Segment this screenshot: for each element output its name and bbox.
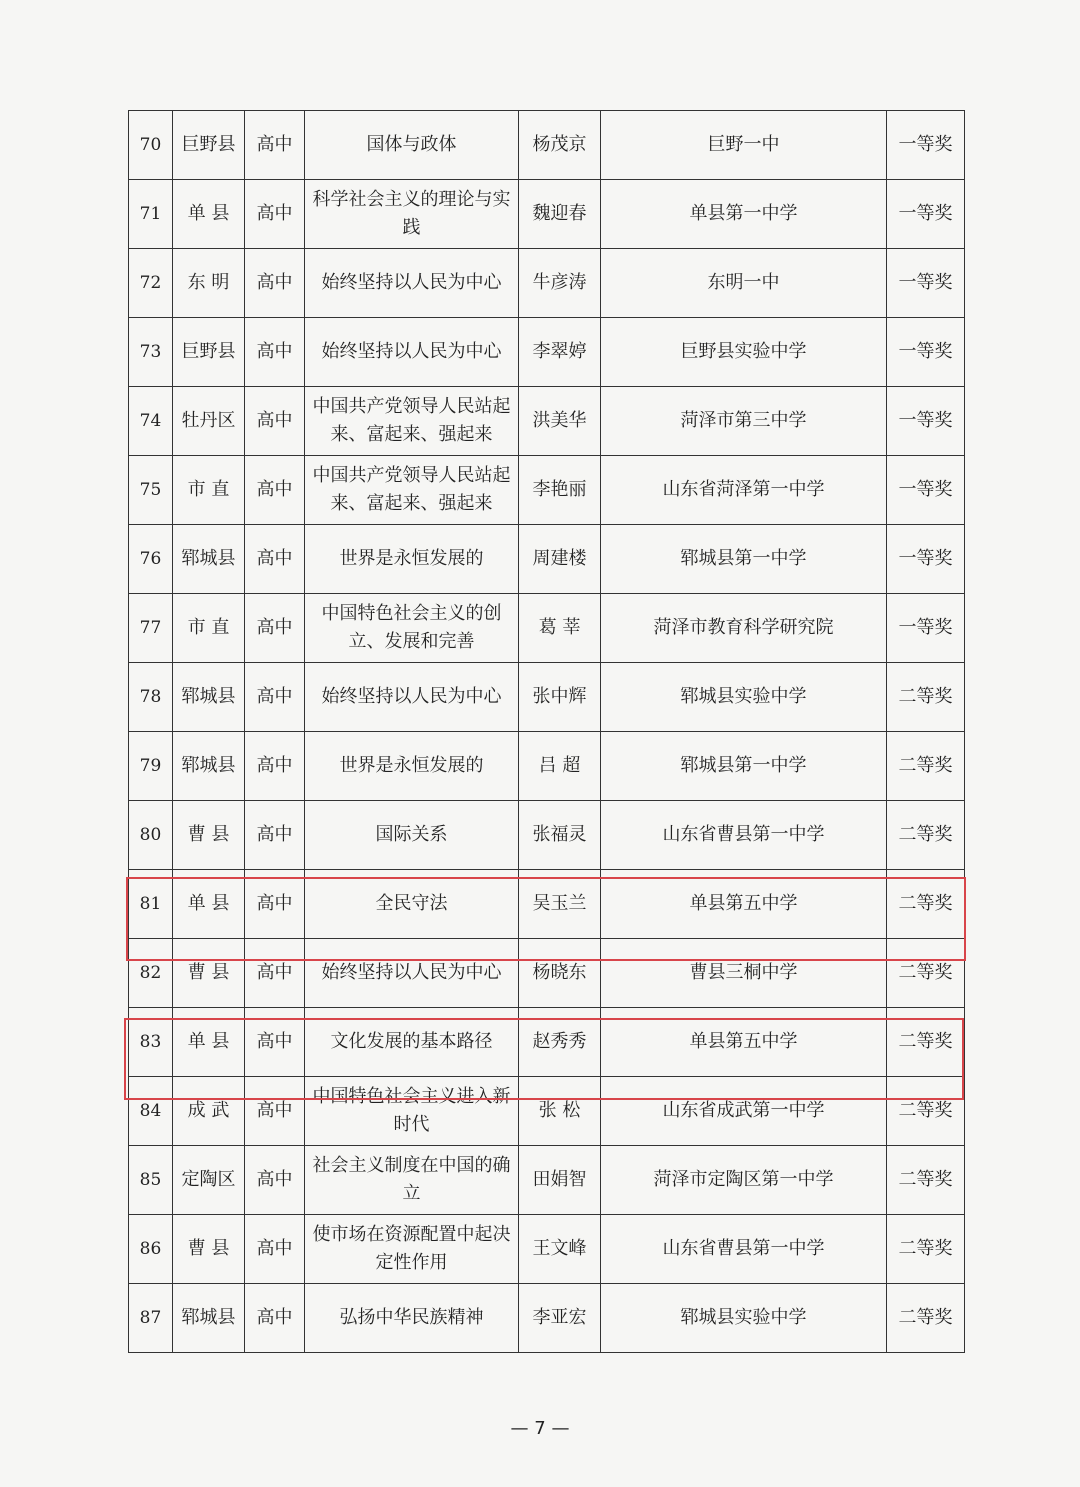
cell-school: 郓城县第一中学 xyxy=(601,525,887,594)
cell-teacher: 张福灵 xyxy=(519,801,601,870)
cell-number: 78 xyxy=(129,663,173,732)
cell-number: 85 xyxy=(129,1146,173,1215)
cell-award: 二等奖 xyxy=(887,1215,965,1284)
cell-county: 单 县 xyxy=(173,870,245,939)
cell-number: 80 xyxy=(129,801,173,870)
cell-topic: 始终坚持以人民为中心 xyxy=(305,663,519,732)
cell-school: 单县第五中学 xyxy=(601,1008,887,1077)
table-row xyxy=(129,939,965,1008)
cell-level: 高中 xyxy=(245,732,305,801)
cell-number: 86 xyxy=(129,1215,173,1284)
cell-teacher: 吴玉兰 xyxy=(519,870,601,939)
cell-topic: 始终坚持以人民为中心 xyxy=(305,318,519,387)
cell-topic: 中国特色社会主义的创立、发展和完善 xyxy=(305,594,519,663)
table-row xyxy=(129,318,965,387)
cell-teacher: 李翠婷 xyxy=(519,318,601,387)
cell-county: 曹 县 xyxy=(173,939,245,1008)
cell-school: 单县第一中学 xyxy=(601,180,887,249)
table-row xyxy=(129,870,965,939)
cell-number: 70 xyxy=(129,111,173,180)
cell-award: 二等奖 xyxy=(887,1008,965,1077)
cell-level: 高中 xyxy=(245,249,305,318)
cell-topic: 使市场在资源配置中起决定性作用 xyxy=(305,1215,519,1284)
cell-award: 一等奖 xyxy=(887,594,965,663)
cell-county: 定陶区 xyxy=(173,1146,245,1215)
cell-teacher: 田娟智 xyxy=(519,1146,601,1215)
cell-number: 72 xyxy=(129,249,173,318)
cell-level: 高中 xyxy=(245,180,305,249)
cell-county: 市 直 xyxy=(173,594,245,663)
cell-number: 77 xyxy=(129,594,173,663)
cell-school: 巨野一中 xyxy=(601,111,887,180)
cell-school: 菏泽市教育科学研究院 xyxy=(601,594,887,663)
cell-level: 高中 xyxy=(245,801,305,870)
table-row xyxy=(129,801,965,870)
table-row xyxy=(129,1146,965,1215)
cell-award: 一等奖 xyxy=(887,249,965,318)
cell-topic: 国际关系 xyxy=(305,801,519,870)
awards-table-body xyxy=(129,111,965,1353)
cell-award: 二等奖 xyxy=(887,1077,965,1146)
cell-number: 71 xyxy=(129,180,173,249)
cell-teacher: 杨晓东 xyxy=(519,939,601,1008)
cell-county: 郓城县 xyxy=(173,1284,245,1353)
cell-topic: 世界是永恒发展的 xyxy=(305,732,519,801)
cell-teacher: 赵秀秀 xyxy=(519,1008,601,1077)
cell-teacher: 周建楼 xyxy=(519,525,601,594)
cell-county: 成 武 xyxy=(173,1077,245,1146)
cell-number: 76 xyxy=(129,525,173,594)
cell-level: 高中 xyxy=(245,387,305,456)
cell-number: 83 xyxy=(129,1008,173,1077)
cell-topic: 中国特色社会主义进入新时代 xyxy=(305,1077,519,1146)
cell-school: 菏泽市定陶区第一中学 xyxy=(601,1146,887,1215)
cell-topic: 全民守法 xyxy=(305,870,519,939)
cell-county: 曹 县 xyxy=(173,1215,245,1284)
cell-teacher: 张中辉 xyxy=(519,663,601,732)
cell-level: 高中 xyxy=(245,318,305,387)
cell-award: 二等奖 xyxy=(887,1146,965,1215)
cell-number: 82 xyxy=(129,939,173,1008)
table-row xyxy=(129,594,965,663)
cell-number: 84 xyxy=(129,1077,173,1146)
table-row xyxy=(129,1215,965,1284)
cell-county: 巨野县 xyxy=(173,111,245,180)
cell-level: 高中 xyxy=(245,594,305,663)
cell-number: 81 xyxy=(129,870,173,939)
cell-county: 郓城县 xyxy=(173,732,245,801)
cell-county: 郓城县 xyxy=(173,663,245,732)
awards-table xyxy=(128,110,965,1353)
table-row xyxy=(129,525,965,594)
cell-level: 高中 xyxy=(245,1077,305,1146)
cell-teacher: 李艳丽 xyxy=(519,456,601,525)
cell-county: 巨野县 xyxy=(173,318,245,387)
cell-level: 高中 xyxy=(245,525,305,594)
cell-level: 高中 xyxy=(245,111,305,180)
cell-level: 高中 xyxy=(245,663,305,732)
cell-county: 牡丹区 xyxy=(173,387,245,456)
cell-level: 高中 xyxy=(245,1008,305,1077)
cell-award: 一等奖 xyxy=(887,387,965,456)
cell-award: 二等奖 xyxy=(887,732,965,801)
table-row xyxy=(129,732,965,801)
cell-school: 曹县三桐中学 xyxy=(601,939,887,1008)
cell-topic: 社会主义制度在中国的确立 xyxy=(305,1146,519,1215)
cell-level: 高中 xyxy=(245,870,305,939)
table-row xyxy=(129,249,965,318)
cell-award: 一等奖 xyxy=(887,180,965,249)
cell-number: 74 xyxy=(129,387,173,456)
cell-level: 高中 xyxy=(245,456,305,525)
cell-school: 山东省曹县第一中学 xyxy=(601,801,887,870)
cell-school: 郓城县实验中学 xyxy=(601,663,887,732)
cell-topic: 文化发展的基本路径 xyxy=(305,1008,519,1077)
cell-topic: 中国共产党领导人民站起来、富起来、强起来 xyxy=(305,387,519,456)
cell-topic: 始终坚持以人民为中心 xyxy=(305,939,519,1008)
cell-level: 高中 xyxy=(245,1284,305,1353)
cell-county: 东 明 xyxy=(173,249,245,318)
cell-topic: 国体与政体 xyxy=(305,111,519,180)
cell-level: 高中 xyxy=(245,1146,305,1215)
cell-topic: 世界是永恒发展的 xyxy=(305,525,519,594)
cell-number: 87 xyxy=(129,1284,173,1353)
cell-school: 郓城县实验中学 xyxy=(601,1284,887,1353)
cell-teacher: 王文峰 xyxy=(519,1215,601,1284)
table-row xyxy=(129,1077,965,1146)
cell-award: 二等奖 xyxy=(887,870,965,939)
cell-county: 市 直 xyxy=(173,456,245,525)
cell-school: 山东省菏泽第一中学 xyxy=(601,456,887,525)
cell-school: 山东省成武第一中学 xyxy=(601,1077,887,1146)
cell-school: 巨野县实验中学 xyxy=(601,318,887,387)
cell-award: 一等奖 xyxy=(887,456,965,525)
cell-award: 一等奖 xyxy=(887,525,965,594)
cell-award: 二等奖 xyxy=(887,663,965,732)
table-row xyxy=(129,180,965,249)
cell-topic: 中国共产党领导人民站起来、富起来、强起来 xyxy=(305,456,519,525)
cell-teacher: 洪美华 xyxy=(519,387,601,456)
cell-teacher: 吕 超 xyxy=(519,732,601,801)
table-row xyxy=(129,1284,965,1353)
cell-level: 高中 xyxy=(245,1215,305,1284)
cell-teacher: 葛 莘 xyxy=(519,594,601,663)
cell-county: 郓城县 xyxy=(173,525,245,594)
cell-school: 单县第五中学 xyxy=(601,870,887,939)
cell-teacher: 牛彦涛 xyxy=(519,249,601,318)
cell-number: 75 xyxy=(129,456,173,525)
cell-county: 单 县 xyxy=(173,180,245,249)
cell-county: 曹 县 xyxy=(173,801,245,870)
table-row xyxy=(129,387,965,456)
cell-teacher: 杨茂京 xyxy=(519,111,601,180)
table-row xyxy=(129,663,965,732)
cell-level: 高中 xyxy=(245,939,305,1008)
cell-school: 山东省曹县第一中学 xyxy=(601,1215,887,1284)
cell-school: 东明一中 xyxy=(601,249,887,318)
cell-award: 一等奖 xyxy=(887,111,965,180)
cell-school: 郓城县第一中学 xyxy=(601,732,887,801)
cell-school: 菏泽市第三中学 xyxy=(601,387,887,456)
table-row xyxy=(129,111,965,180)
cell-number: 73 xyxy=(129,318,173,387)
cell-award: 二等奖 xyxy=(887,939,965,1008)
cell-number: 79 xyxy=(129,732,173,801)
cell-award: 一等奖 xyxy=(887,318,965,387)
cell-topic: 科学社会主义的理论与实践 xyxy=(305,180,519,249)
cell-county: 单 县 xyxy=(173,1008,245,1077)
cell-topic: 弘扬中华民族精神 xyxy=(305,1284,519,1353)
table-row xyxy=(129,456,965,525)
cell-teacher: 李亚宏 xyxy=(519,1284,601,1353)
cell-teacher: 张 松 xyxy=(519,1077,601,1146)
cell-award: 二等奖 xyxy=(887,1284,965,1353)
cell-topic: 始终坚持以人民为中心 xyxy=(305,249,519,318)
page-number: — 7 — xyxy=(510,1418,570,1439)
table-row xyxy=(129,1008,965,1077)
cell-teacher: 魏迎春 xyxy=(519,180,601,249)
cell-award: 二等奖 xyxy=(887,801,965,870)
